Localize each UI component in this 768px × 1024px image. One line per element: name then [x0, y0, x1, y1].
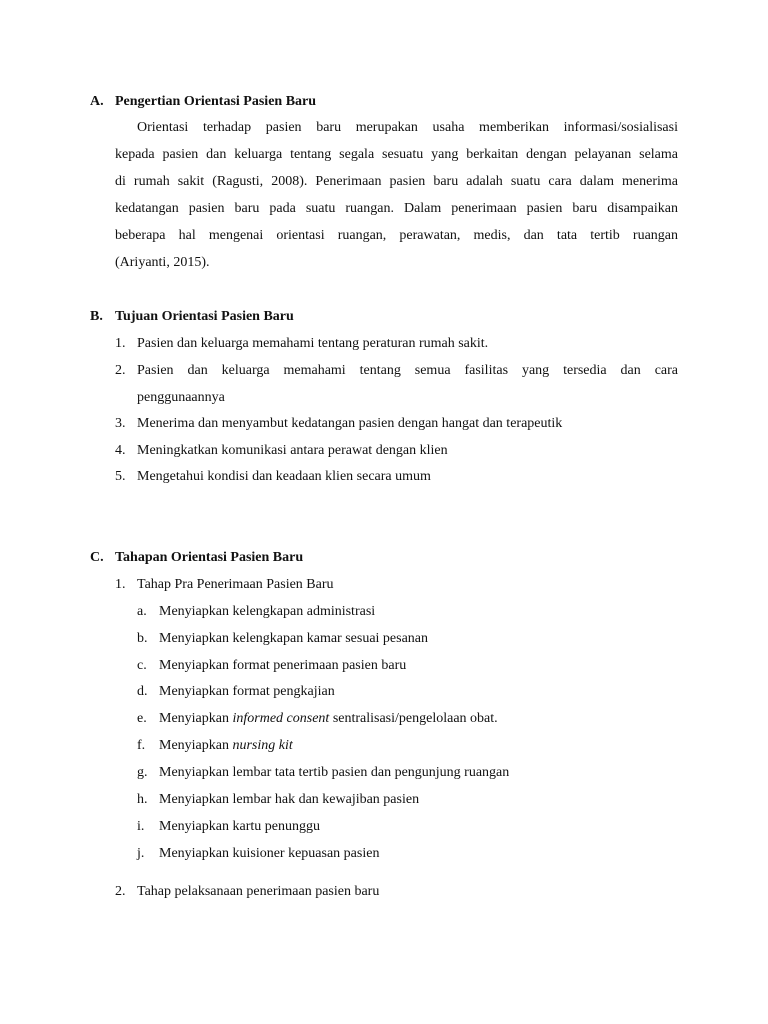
sub-item-letter: a. [137, 604, 147, 619]
section-b-marker: B. [90, 309, 103, 324]
list-item-number: 3. [115, 416, 126, 431]
sub-item-letter: f. [137, 738, 146, 753]
sub-item-letter: c. [137, 658, 147, 673]
stage-number: 1. [115, 577, 126, 592]
section-a-paragraph-line: (Ariyanti, 2015). [115, 255, 210, 270]
section-a-marker: A. [90, 94, 104, 109]
sub-item-text: Menyiapkan nursing kit [159, 738, 293, 753]
stage-title: Tahap pelaksanaan penerimaan pasien baru [137, 884, 380, 899]
sub-item-letter: b. [137, 631, 148, 646]
list-item-continuation: penggunaannya [137, 390, 225, 405]
sub-item-text: Menyiapkan kelengkapan kamar sesuai pesanan [159, 631, 429, 646]
section-b-heading: Tujuan Orientasi Pasien Baru [115, 309, 294, 324]
list-item-text: Pasien dan keluarga memahami tentang semua fasilitas yang tersedia dan cara [137, 363, 678, 378]
sub-item-letter: d. [137, 684, 148, 699]
sub-item-text: Menyiapkan kartu penunggu [159, 819, 320, 834]
section-c-marker: C. [90, 550, 104, 565]
list-item-text: Menerima dan menyambut kedatangan pasien dengan hangat dan terapeutik [137, 416, 563, 431]
sub-item-text: Menyiapkan format pengkajian [159, 684, 335, 699]
list-item-number: 1. [115, 336, 126, 351]
sub-item-letter: i. [137, 819, 145, 834]
italic-term: nursing kit [232, 738, 293, 753]
list-item-number: 5. [115, 469, 126, 484]
sub-item-text: Menyiapkan kelengkapan administrasi [159, 604, 376, 619]
sub-item-letter: j. [137, 846, 145, 861]
list-item-text: Pasien dan keluarga memahami tentang peraturan rumah sakit. [137, 336, 489, 351]
sub-item-letter: g. [137, 765, 148, 780]
sub-item-text: Menyiapkan kuisioner kepuasan pasien [159, 846, 380, 861]
stage-title: Tahap Pra Penerimaan Pasien Baru [137, 577, 334, 592]
list-item-number: 4. [115, 443, 126, 458]
section-c-heading: Tahapan Orientasi Pasien Baru [115, 550, 304, 565]
list-item-text: Meningkatkan komunikasi antara perawat dengan klien [137, 443, 448, 458]
section-a-paragraph-line: di rumah sakit (Ragusti, 2008). Penerimaan pasien baru adalah suatu cara dalam menerima [115, 174, 678, 189]
list-item-number: 2. [115, 363, 126, 378]
section-a-paragraph-line: kepada pasien dan keluarga tentang segala sesuatu yang berkaitan dengan pelayanan selama [115, 147, 678, 162]
section-a-paragraph-line: Orientasi terhadap pasien baru merupakan usaha memberikan informasi/sosialisasi [137, 120, 678, 135]
italic-term: informed consent [232, 711, 330, 726]
section-a-paragraph-line: beberapa hal mengenai orientasi ruangan, perawatan, medis, dan tata tertib ruangan [115, 228, 678, 243]
sub-item-letter: h. [137, 792, 148, 807]
section-a-paragraph-line: kedatangan pasien baru pada suatu ruangan. Dalam penerimaan pasien baru disampaikan [115, 201, 678, 216]
section-a-heading: Pengertian Orientasi Pasien Baru [115, 94, 317, 109]
sub-item-text: Menyiapkan lembar tata tertib pasien dan pengunjung ruangan [159, 765, 510, 780]
list-item-text: Mengetahui kondisi dan keadaan klien secara umum [137, 469, 431, 484]
sub-item-letter: e. [137, 711, 147, 726]
stage-number: 2. [115, 884, 126, 899]
sub-item-text: Menyiapkan informed consent sentralisasi/pengelolaan obat. [159, 711, 498, 726]
sub-item-text: Menyiapkan format penerimaan pasien baru [159, 658, 407, 673]
sub-item-text: Menyiapkan lembar hak dan kewajiban pasien [159, 792, 420, 807]
